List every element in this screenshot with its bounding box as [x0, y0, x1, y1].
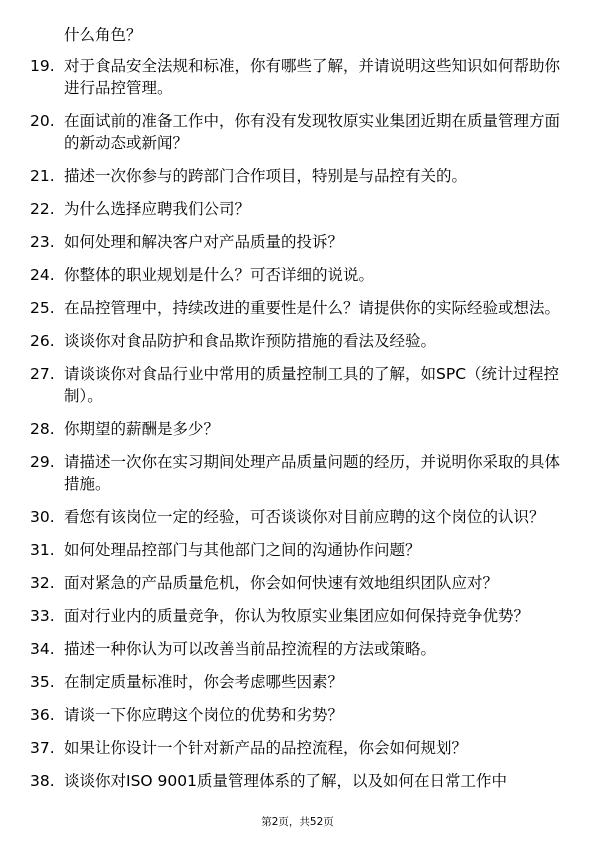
- question-text: 对于食品安全法规和标准，你有哪些了解，并请说明这些知识如何帮助你进行品控管理。: [64, 57, 561, 97]
- question-text: 谈谈你对食品防护和食品欺诈预防措施的看法及经验。: [64, 332, 437, 350]
- question-number: 23.: [30, 233, 55, 251]
- question-text: 请谈一下你应聘这个岗位的优势和劣势？: [64, 706, 344, 724]
- question-text: 面对紧急的产品质量危机，你会如何快速有效地组织团队应对？: [64, 574, 499, 592]
- question-number: 30.: [30, 508, 55, 526]
- question-number: 34.: [30, 640, 55, 658]
- question-text: 你整体的职业规划是什么？可否详细的说说。: [64, 266, 375, 284]
- question-number: 20.: [30, 112, 55, 130]
- page-footer: 第2页，共52页: [261, 816, 334, 828]
- question-number: 26.: [30, 332, 55, 350]
- question-number: 19.: [30, 57, 55, 75]
- question-item: [30, 231, 565, 253]
- question-text: 在制定质量标准时，你会考虑哪些因素？: [64, 673, 344, 691]
- question-number: 22.: [30, 200, 55, 218]
- question-number: 32.: [30, 574, 55, 592]
- question-text: 你期望的薪酬是多少？: [64, 420, 220, 438]
- question-text: 谈谈你对ISO 9001质量管理体系的了解，以及如何在日常工作中: [64, 772, 507, 790]
- question-number: 33.: [30, 607, 55, 625]
- question-text: 请谈谈你对食品行业中常用的质量控制工具的了解，如SPC（统计过程控制）。: [64, 365, 560, 405]
- question-text: 看您有该岗位一定的经验，可否谈谈你对目前应聘的这个岗位的认识？: [64, 508, 545, 526]
- question-item: [30, 770, 565, 792]
- question-text: 如何处理和解决客户对产品质量的投诉？: [64, 233, 344, 251]
- question-item: [30, 198, 565, 220]
- question-item: [30, 704, 565, 726]
- question-item: [30, 539, 565, 561]
- question-text: 如何处理品控部门与其他部门之间的沟通协作问题？: [64, 541, 421, 559]
- question-text: 描述一种你认为可以改善当前品控流程的方法或策略。: [64, 640, 437, 658]
- question-number: 35.: [30, 673, 55, 691]
- question-text: 描述一次你参与的跨部门合作项目，特别是与品控有关的。: [64, 167, 468, 185]
- question-list: [30, 55, 565, 803]
- question-number: 36.: [30, 706, 55, 724]
- continuation-text: 什么角色？: [64, 26, 142, 44]
- question-text: 如果让你设计一个针对新产品的品控流程，你会如何规划？: [64, 739, 468, 757]
- question-number: 24.: [30, 266, 55, 284]
- question-item: [30, 363, 565, 407]
- question-item: [30, 110, 565, 154]
- question-text: 面对行业内的质量竞争，你认为牧原实业集团应如何保持竞争优势？: [64, 607, 530, 625]
- question-item: [30, 55, 565, 99]
- question-item: [30, 506, 565, 528]
- question-number: 28.: [30, 420, 55, 438]
- question-item: [30, 297, 565, 319]
- question-item: [30, 737, 565, 759]
- question-item: [30, 451, 565, 495]
- question-item: [30, 330, 565, 352]
- question-item: [30, 572, 565, 594]
- question-number: 29.: [30, 453, 55, 471]
- question-item: [30, 638, 565, 660]
- question-number: 27.: [30, 365, 55, 383]
- question-number: 38.: [30, 772, 55, 790]
- question-number: 31.: [30, 541, 55, 559]
- question-item: [30, 605, 565, 627]
- question-text: 为什么选择应聘我们公司？: [64, 200, 251, 218]
- question-item: [30, 165, 565, 187]
- question-item: [30, 264, 565, 286]
- question-text: 请描述一次你在实习期间处理产品质量问题的经历，并说明你采取的具体措施。: [64, 453, 561, 493]
- question-item: [30, 418, 565, 440]
- question-number: 21.: [30, 167, 55, 185]
- question-number: 25.: [30, 299, 55, 317]
- question-text: 在品控管理中，持续改进的重要性是什么？请提供你的实际经验或想法。: [64, 299, 561, 317]
- question-number: 37.: [30, 739, 55, 757]
- question-item: [30, 671, 565, 693]
- question-text: 在面试前的准备工作中，你有没有发现牧原实业集团近期在质量管理方面的新动态或新闻？: [64, 112, 561, 152]
